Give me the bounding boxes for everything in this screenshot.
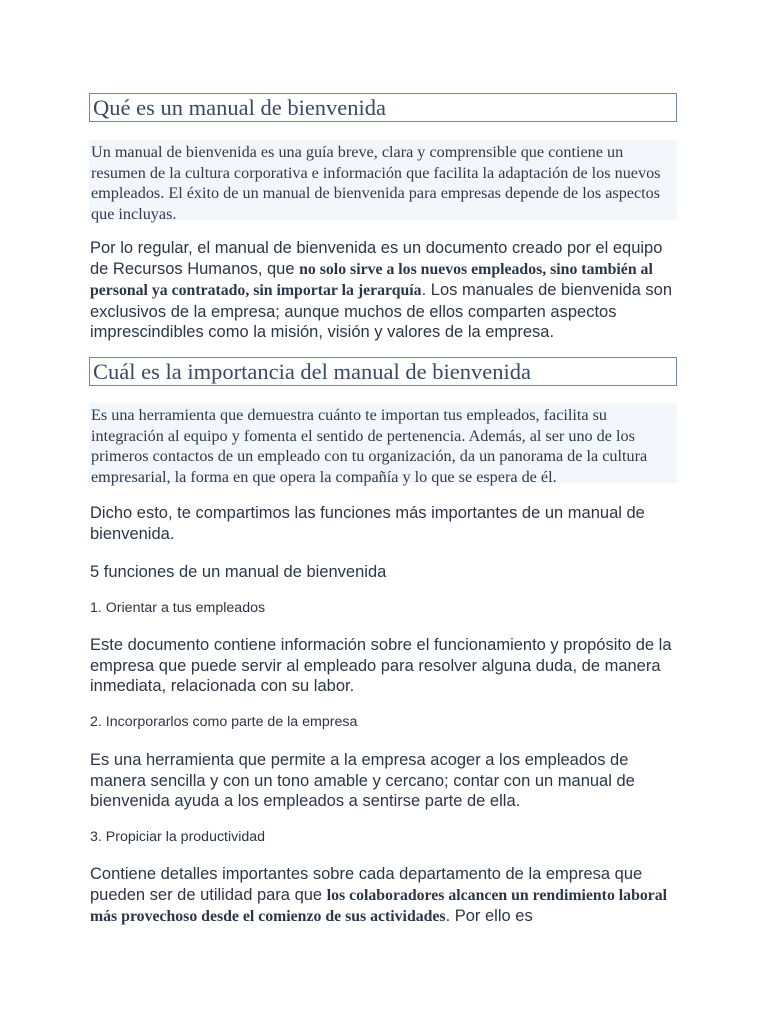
section-heading-importancia: Cuál es la importancia del manual de bienvenida xyxy=(89,357,677,386)
paragraph-dicho-esto: Dicho esto, te compartimos las funciones más importantes de un manual de bienvenida. xyxy=(90,504,645,543)
function-1-text: Este documento contiene información sobre el funcionamiento y propósito de la empresa que puede servir al empleado para resolver alguna duda, de manera inmediata, relacionada con su labor. xyxy=(90,636,672,695)
function-3-text xyxy=(90,864,682,928)
paragraph-recursos-humanos xyxy=(90,238,682,343)
section-heading-que-es: Qué es un manual de bienvenida xyxy=(89,93,677,122)
paragraph-bold-text: no solo sirve a los nuevos empleados, sino también al personal ya contratado, sin importar la jerarquía xyxy=(90,260,653,299)
paragraph-text: Por lo regular, el manual de bienvenida es un documento creado por el equipo de Recursos Humanos, que xyxy=(90,239,663,278)
function-1-title: 1. Orientar a tus empleados xyxy=(90,600,266,616)
function-2-text: Es una herramienta que permite a la empresa acoger a los empleados de manera sencilla y con un tono amable y cercano; contar con un manual de bienvenida ayuda a los empleados a sentirse parte de ella. xyxy=(90,751,635,810)
functions-list-title: 5 funciones de un manual de bienvenida xyxy=(90,563,387,581)
function-3-title: 3. Propiciar la productividad xyxy=(90,829,266,845)
paragraph-text: . Por ello es xyxy=(445,907,533,925)
intro-shaded-block: Un manual de bienvenida es una guía breve, clara y comprensible que contiene un resumen de la cultura corporativa e información que facilita la adaptación de los nuevos empleados. El éxito de un manual de bienvenida para empresas depende de los aspectos que incluyas. xyxy=(89,140,677,220)
importance-shaded-block: Es una herramienta que demuestra cuánto te importan tus empleados, facilita su integración al equipo y fomenta el sentido de pertenencia. Además, al ser uno de los primeros contactos de un empleado con tu organización, da un panorama de la cultura empresarial, la forma en que opera la compañía y lo que se espera de él. xyxy=(89,403,677,483)
paragraph-text: . Los manuales de bienvenida son exclusivos de la empresa; aunque muchos de ellos comparten aspectos imprescindibles como la misión, visión y valores de la empresa. xyxy=(90,281,673,341)
paragraph-text: Contiene detalles importantes sobre cada departamento de la empresa que pueden ser de utilidad para que xyxy=(90,865,643,904)
paragraph-bold-text: los colaboradores alcancen un rendimiento laboral más provechoso desde el comienzo de sus actividades xyxy=(90,886,668,925)
function-2-title: 2. Incorporarlos como parte de la empresa xyxy=(90,714,358,730)
